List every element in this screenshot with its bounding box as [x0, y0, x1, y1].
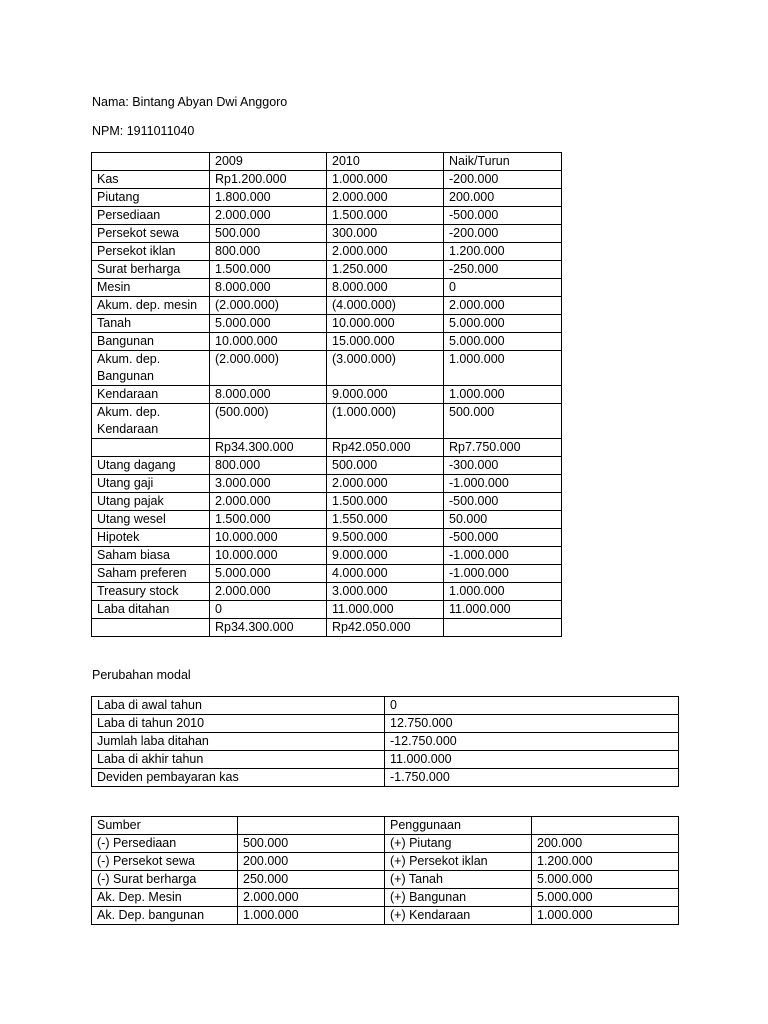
table-cell: Rp1.200.000: [210, 171, 327, 189]
table-cell: Laba di tahun 2010: [92, 715, 385, 733]
table-cell: Utang dagang: [92, 457, 210, 475]
table-cell: Akum. dep. mesin: [92, 297, 210, 315]
table-cell: 5.000.000: [210, 315, 327, 333]
table-row: [92, 565, 562, 583]
column-header: 2010: [327, 153, 444, 171]
table-cell: Laba di awal tahun: [92, 697, 385, 715]
table-cell: 2.000.000: [210, 583, 327, 601]
table-cell: Laba di akhir tahun: [92, 751, 385, 769]
table-cell: 500.000: [238, 835, 385, 853]
table-row: [92, 404, 562, 439]
table-cell: Deviden pembayaran kas: [92, 769, 385, 787]
table-cell: 2.000.000: [444, 297, 562, 315]
table-row: [92, 333, 562, 351]
table-cell: Ak. Dep. bangunan: [92, 907, 238, 925]
table-cell: (+) Kendaraan: [385, 907, 532, 925]
table-cell: 300.000: [327, 225, 444, 243]
table-cell: 5.000.000: [444, 333, 562, 351]
table-cell: Rp42.050.000: [327, 619, 444, 637]
table-row: [92, 853, 679, 871]
table-cell: 200.000: [444, 189, 562, 207]
table-row: [92, 889, 679, 907]
table-row: [92, 583, 562, 601]
table-cell: 3.000.000: [210, 475, 327, 493]
table-row: [92, 225, 562, 243]
table-row: [92, 457, 562, 475]
table-cell: 1.000.000: [532, 907, 679, 925]
table-cell: 1.200.000: [532, 853, 679, 871]
table-row: [92, 769, 679, 787]
table-row: [92, 529, 562, 547]
table-row: [92, 439, 562, 457]
table-cell: -1.000.000: [444, 475, 562, 493]
table-cell: Persediaan: [92, 207, 210, 225]
table-cell: Saham biasa: [92, 547, 210, 565]
sumber-penggunaan-table: [91, 816, 679, 925]
table-cell: -500.000: [444, 207, 562, 225]
table-cell: [92, 439, 210, 457]
table-cell: 10.000.000: [210, 547, 327, 565]
table-cell: -1.000.000: [444, 565, 562, 583]
table-cell: Utang gaji: [92, 475, 210, 493]
table-cell: Tanah: [92, 315, 210, 333]
table-cell: 9.000.000: [327, 386, 444, 404]
table-row: [92, 171, 562, 189]
perubahan-modal-table: [91, 696, 679, 787]
section-title-perubahan-modal: Perubahan modal: [92, 668, 191, 682]
table-cell: Persekot sewa: [92, 225, 210, 243]
student-name: Nama: Bintang Abyan Dwi Anggoro: [92, 95, 288, 109]
table-cell: 11.000.000: [444, 601, 562, 619]
table-cell: (+) Piutang: [385, 835, 532, 853]
table-cell: Akum. dep. Bangunan: [92, 351, 210, 386]
table-cell: (+) Persekot iklan: [385, 853, 532, 871]
table-cell: (+) Tanah: [385, 871, 532, 889]
table-cell: 200.000: [238, 853, 385, 871]
table-cell: 500.000: [327, 457, 444, 475]
table-cell: 1.500.000: [210, 511, 327, 529]
table-cell: Rp34.300.000: [210, 439, 327, 457]
table-cell: Utang pajak: [92, 493, 210, 511]
table-cell: (-) Persekot sewa: [92, 853, 238, 871]
table-cell: Ak. Dep. Mesin: [92, 889, 238, 907]
student-npm: NPM: 1911011040: [92, 124, 195, 138]
table-cell: 12.750.000: [385, 715, 679, 733]
table-cell: (-) Surat berharga: [92, 871, 238, 889]
table-cell: 3.000.000: [327, 583, 444, 601]
table-row: [92, 386, 562, 404]
table-cell: 2.000.000: [327, 475, 444, 493]
table-row: [92, 871, 679, 889]
table-cell: 9.500.000: [327, 529, 444, 547]
table-cell: 200.000: [532, 835, 679, 853]
table-row: [92, 715, 679, 733]
table-cell: Kas: [92, 171, 210, 189]
table-cell: 15.000.000: [327, 333, 444, 351]
table-row: [92, 261, 562, 279]
table-cell: 250.000: [238, 871, 385, 889]
table-row: [92, 207, 562, 225]
table-cell: (2.000.000): [210, 297, 327, 315]
table-cell: 0: [210, 601, 327, 619]
table-cell: [444, 619, 562, 637]
table-cell: -500.000: [444, 493, 562, 511]
table-cell: Kendaraan: [92, 386, 210, 404]
column-header: Sumber: [92, 817, 238, 835]
table-cell: 0: [385, 697, 679, 715]
table-cell: Jumlah laba ditahan: [92, 733, 385, 751]
table-cell: 500.000: [210, 225, 327, 243]
table-row: [92, 297, 562, 315]
table-cell: 1.200.000: [444, 243, 562, 261]
table-cell: Utang wesel: [92, 511, 210, 529]
table-row: [92, 697, 679, 715]
table-cell: 1.000.000: [444, 386, 562, 404]
table-row: [92, 315, 562, 333]
table-cell: -12.750.000: [385, 733, 679, 751]
table-cell: Surat berharga: [92, 261, 210, 279]
column-header: 2009: [210, 153, 327, 171]
table-cell: 500.000: [444, 404, 562, 439]
table-cell: Rp42.050.000: [327, 439, 444, 457]
table-row: [92, 907, 679, 925]
column-header: [238, 817, 385, 835]
table-cell: 10.000.000: [210, 529, 327, 547]
column-header: Naik/Turun: [444, 153, 562, 171]
table-cell: 2.000.000: [238, 889, 385, 907]
table-cell: 800.000: [210, 243, 327, 261]
table-row: [92, 475, 562, 493]
table-cell: 1.550.000: [327, 511, 444, 529]
table-row: [92, 189, 562, 207]
table-cell: Hipotek: [92, 529, 210, 547]
table-cell: 8.000.000: [210, 279, 327, 297]
table-cell: (2.000.000): [210, 351, 327, 386]
table-cell: 10.000.000: [327, 315, 444, 333]
table-cell: 8.000.000: [327, 279, 444, 297]
table-cell: 2.000.000: [210, 493, 327, 511]
table-cell: (4.000.000): [327, 297, 444, 315]
table-cell: (1.000.000): [327, 404, 444, 439]
table-row: [92, 733, 679, 751]
table-cell: Saham preferen: [92, 565, 210, 583]
table-cell: 5.000.000: [532, 889, 679, 907]
table-cell: -200.000: [444, 225, 562, 243]
table-cell: 1.000.000: [444, 583, 562, 601]
table-cell: -250.000: [444, 261, 562, 279]
table-cell: -1.750.000: [385, 769, 679, 787]
table-cell: 1.500.000: [327, 207, 444, 225]
table-cell: -500.000: [444, 529, 562, 547]
table-row: [92, 351, 562, 386]
table-cell: 10.000.000: [210, 333, 327, 351]
table-row: [92, 279, 562, 297]
table-cell: 1.000.000: [327, 171, 444, 189]
table-cell: (-) Persediaan: [92, 835, 238, 853]
table-cell: 5.000.000: [210, 565, 327, 583]
table-cell: (+) Bangunan: [385, 889, 532, 907]
table-cell: 2.000.000: [210, 207, 327, 225]
table-cell: -200.000: [444, 171, 562, 189]
table-cell: 2.000.000: [327, 243, 444, 261]
table-cell: Treasury stock: [92, 583, 210, 601]
table-row: [92, 511, 562, 529]
table-cell: Piutang: [92, 189, 210, 207]
table-cell: 8.000.000: [210, 386, 327, 404]
table-cell: 1.250.000: [327, 261, 444, 279]
table-cell: Rp7.750.000: [444, 439, 562, 457]
table-cell: 50.000: [444, 511, 562, 529]
table-cell: 800.000: [210, 457, 327, 475]
table-cell: 11.000.000: [385, 751, 679, 769]
table-cell: 4.000.000: [327, 565, 444, 583]
table-cell: Rp34.300.000: [210, 619, 327, 637]
table-row: [92, 751, 679, 769]
table-cell: 1.800.000: [210, 189, 327, 207]
table-cell: -300.000: [444, 457, 562, 475]
table-cell: 5.000.000: [532, 871, 679, 889]
table-cell: Akum. dep. Kendaraan: [92, 404, 210, 439]
table-row: [92, 243, 562, 261]
table-cell: 11.000.000: [327, 601, 444, 619]
table-row: [92, 619, 562, 637]
balance-sheet-table: [91, 152, 562, 637]
table-cell: (3.000.000): [327, 351, 444, 386]
table-cell: [92, 619, 210, 637]
table-cell: 1.000.000: [238, 907, 385, 925]
table-cell: Mesin: [92, 279, 210, 297]
column-header: [532, 817, 679, 835]
table-cell: 5.000.000: [444, 315, 562, 333]
column-header: [92, 153, 210, 171]
table-cell: 2.000.000: [327, 189, 444, 207]
table-header-row: [92, 817, 679, 835]
table-cell: 9.000.000: [327, 547, 444, 565]
table-cell: 0: [444, 279, 562, 297]
table-header-row: [92, 153, 562, 171]
table-cell: Bangunan: [92, 333, 210, 351]
column-header: Penggunaan: [385, 817, 532, 835]
table-row: [92, 835, 679, 853]
table-cell: Persekot iklan: [92, 243, 210, 261]
table-row: [92, 493, 562, 511]
table-cell: 1.500.000: [210, 261, 327, 279]
table-row: [92, 601, 562, 619]
table-cell: 1.500.000: [327, 493, 444, 511]
table-cell: (500.000): [210, 404, 327, 439]
table-cell: 1.000.000: [444, 351, 562, 386]
table-cell: Laba ditahan: [92, 601, 210, 619]
table-row: [92, 547, 562, 565]
table-cell: -1.000.000: [444, 547, 562, 565]
